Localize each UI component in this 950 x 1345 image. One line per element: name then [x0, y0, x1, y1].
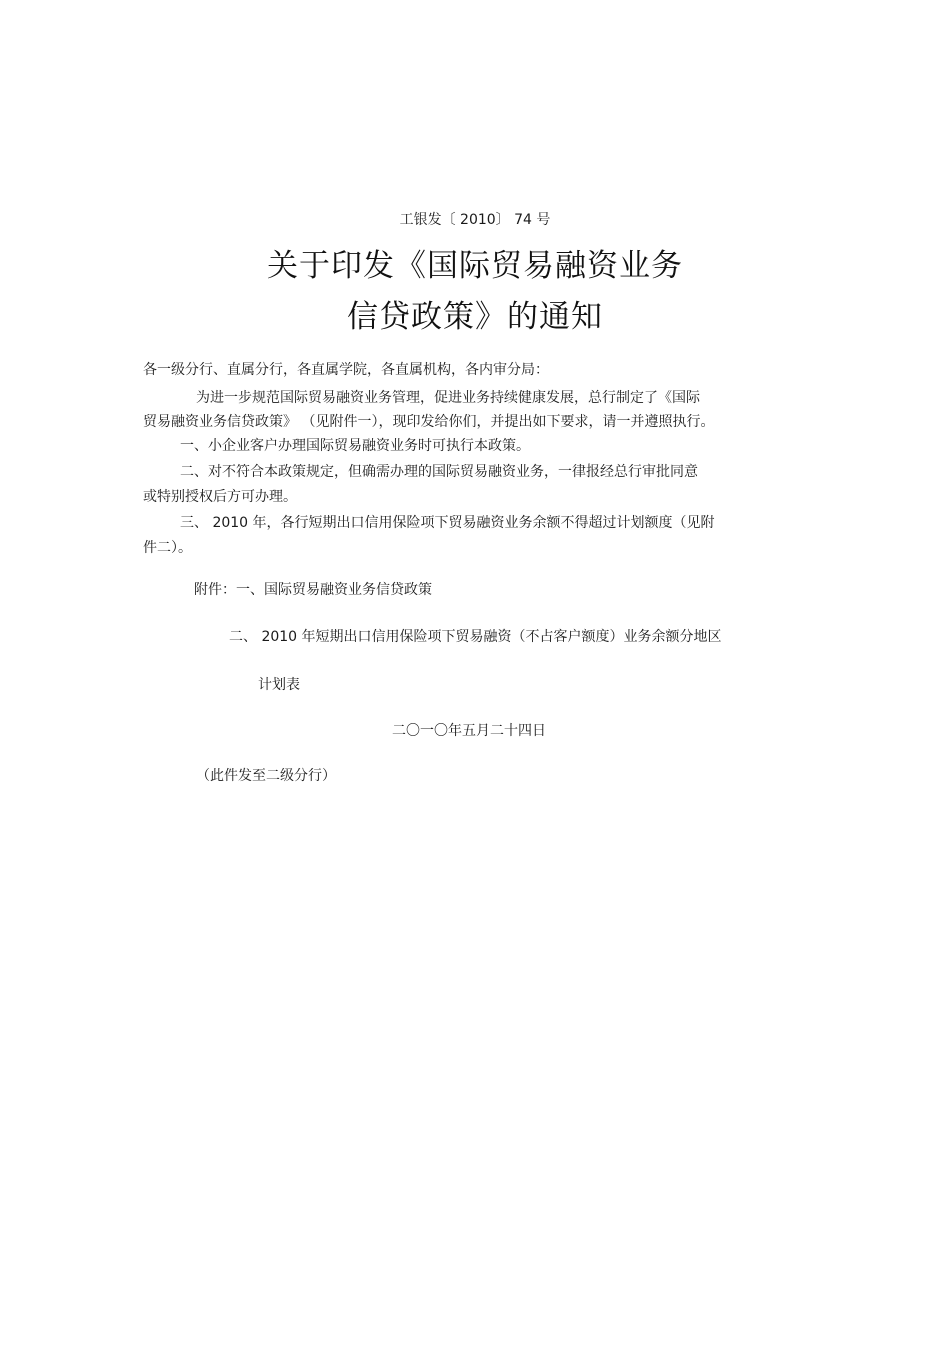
issue-date: 二〇一〇年五月二十四日	[392, 723, 546, 739]
requirement-item-1: 一、小企业客户办理国际贸易融资业务时可执行本政策。	[180, 438, 530, 454]
requirement-item-2-line-1: 二、对不符合本政策规定，但确需办理的国际贸易融资业务，一律报经总行审批同意	[180, 464, 698, 480]
attachment-2-line-1: 二、 2010 年短期出口信用保险项下贸易融资（不占客户额度）业务余额分地区	[229, 629, 722, 645]
distribution-note: （此件发至二级分行）	[196, 768, 336, 784]
document-title-line-1: 关于印发《国际贸易融资业务	[267, 248, 683, 284]
requirement-item-3-line-1: 三、 2010 年，各行短期出口信用保险项下贸易融资业务余额不得超过计划额度（见附	[180, 515, 715, 531]
requirement-item-3-line-2: 件二）。	[143, 540, 192, 556]
document-title-line-2: 信贷政策》的通知	[347, 299, 603, 335]
intro-paragraph-line-2: 贸易融资业务信贷政策》 （见附件一），现印发给你们，并提出如下要求，请一并遵照执行。	[143, 414, 715, 430]
requirement-item-2-line-2: 或特别授权后方可办理。	[143, 489, 297, 505]
attachment-1: 附件：一、国际贸易融资业务信贷政策	[194, 582, 432, 598]
salutation: 各一级分行、直属分行，各直属学院，各直属机构，各内审分局：	[143, 362, 549, 378]
attachment-2-line-2: 计划表	[258, 677, 300, 693]
document-number: 工银发〔 2010〕 74 号	[399, 212, 551, 228]
intro-paragraph-line-1: 为进一步规范国际贸易融资业务管理，促进业务持续健康发展，总行制定了《国际	[196, 390, 700, 406]
